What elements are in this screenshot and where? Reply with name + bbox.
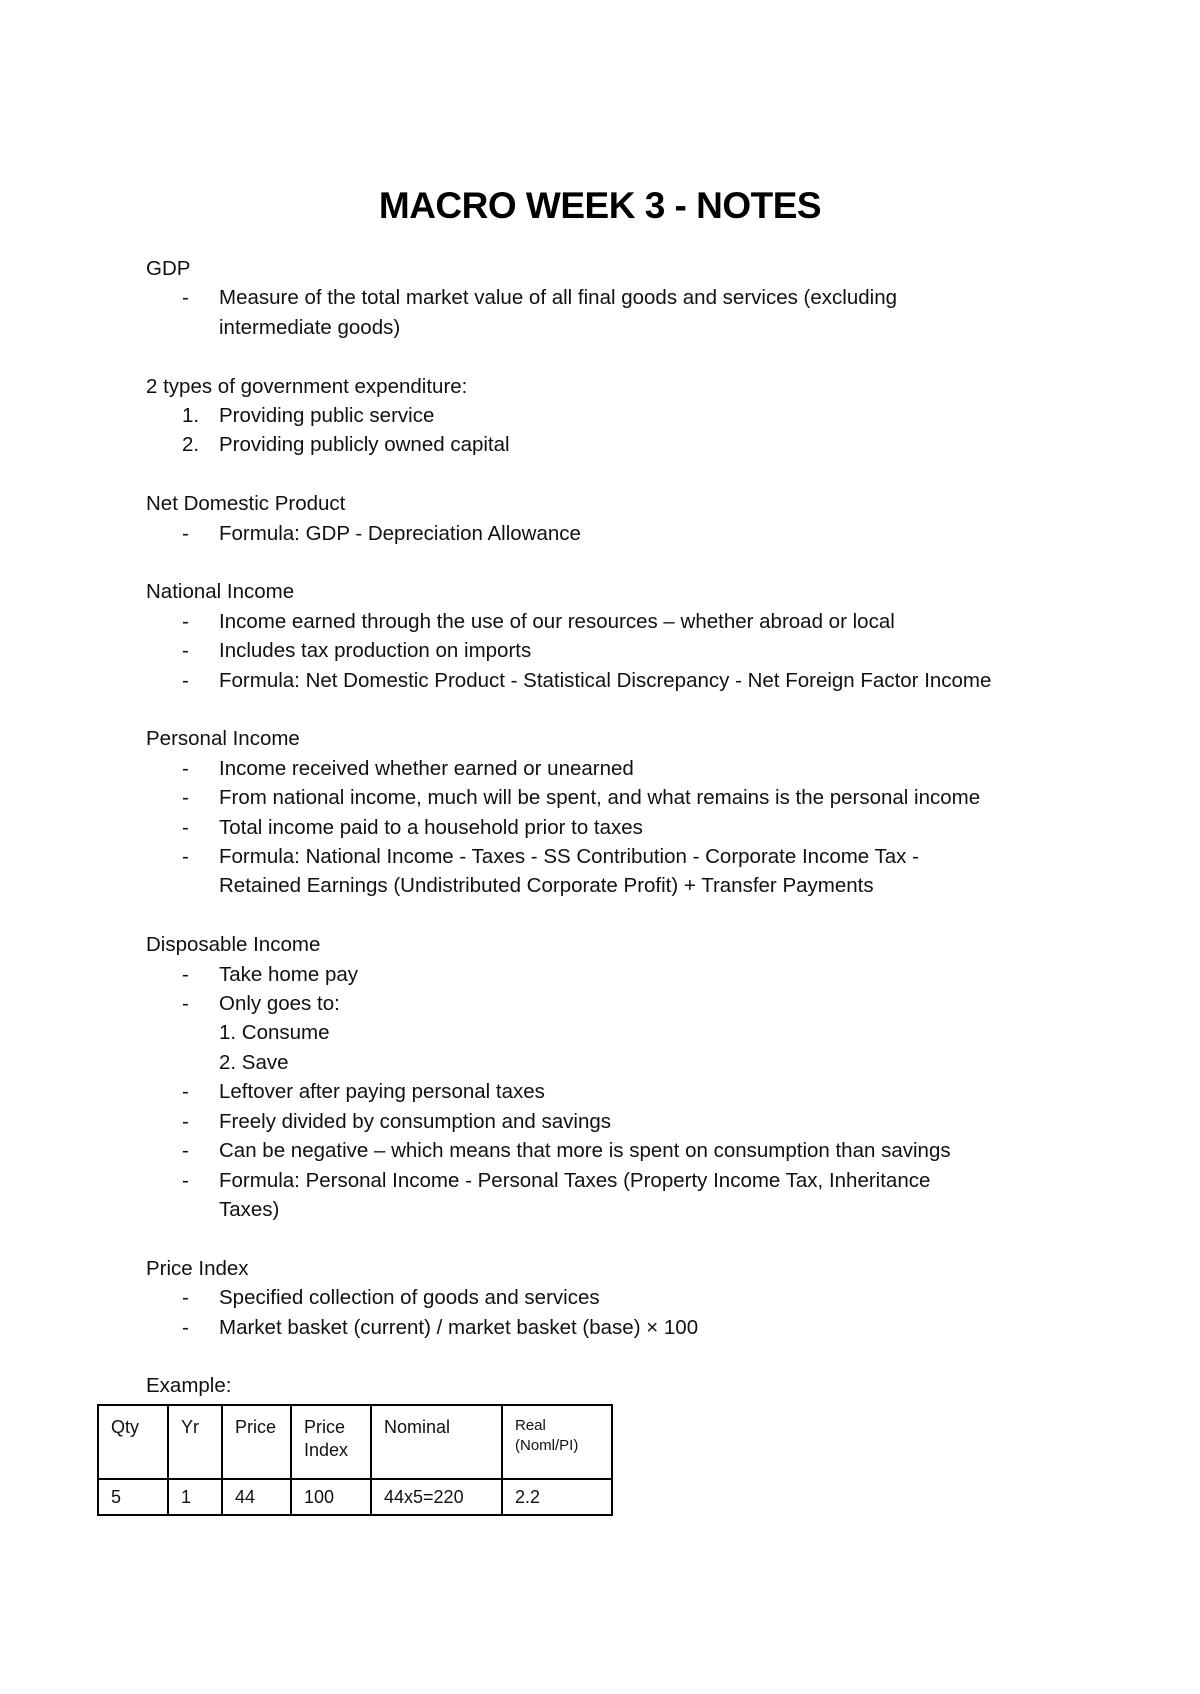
dash-marker: - xyxy=(182,786,189,810)
personal-income-heading: Personal Income xyxy=(146,727,300,751)
example-label: Example: xyxy=(146,1374,232,1398)
pi-item xyxy=(146,754,1086,783)
table-row xyxy=(98,1479,612,1515)
dash-marker: - xyxy=(182,639,189,663)
price-item xyxy=(146,1313,1086,1342)
table-cell: 44x5=220 xyxy=(371,1479,502,1515)
gdp-item xyxy=(146,283,1086,312)
pi-item xyxy=(146,842,1086,871)
disposable-income-heading: Disposable Income xyxy=(146,933,321,957)
dash-marker: - xyxy=(182,815,189,839)
pi-item xyxy=(146,783,1086,812)
ni-item xyxy=(146,607,1086,636)
table-cell: 44 xyxy=(222,1479,291,1515)
notes-body xyxy=(146,254,1086,1401)
pi-item-continued: Retained Earnings (Undistributed Corporate Profit) + Transfer Payments xyxy=(219,874,874,898)
di-item-text: Take home pay xyxy=(219,962,359,986)
di-item xyxy=(146,1136,1086,1165)
pi-item-text: Formula: National Income - Taxes - SS Contribution - Corporate Income Tax - xyxy=(219,845,919,869)
table-cell: 100 xyxy=(291,1479,371,1515)
header-line: Real xyxy=(515,1417,546,1434)
ni-item xyxy=(146,636,1086,665)
di-item xyxy=(146,1077,1086,1106)
header-line: Index xyxy=(304,1440,349,1460)
table-header-cell: Price xyxy=(222,1405,291,1479)
di-item-text: Formula: Personal Income - Personal Taxes (Property Income Tax, Inheritance xyxy=(219,1168,931,1192)
pi-item-text: From national income, much will be spent, and what remains is the personal income xyxy=(219,786,981,810)
di-item-text: Only goes to: xyxy=(219,992,340,1016)
ni-item-text: Income earned through the use of our resources – whether abroad or local xyxy=(219,609,895,633)
di-item-continued: Taxes) xyxy=(219,1197,280,1221)
number-marker: 1. xyxy=(182,404,200,428)
dash-marker: - xyxy=(182,992,189,1016)
dash-marker: - xyxy=(182,609,189,633)
dash-marker: - xyxy=(182,1168,189,1192)
pi-item-text: Income received whether earned or unearned xyxy=(219,756,634,780)
di-item xyxy=(146,1166,1086,1195)
header-line: Price xyxy=(304,1417,346,1437)
dash-marker: - xyxy=(182,1080,189,1104)
gov-item xyxy=(146,401,1086,430)
table-cell: 5 xyxy=(98,1479,168,1515)
pi-item xyxy=(146,813,1086,842)
gov-item-text: Providing public service xyxy=(219,404,435,428)
dash-marker: - xyxy=(182,962,189,986)
di-item-text: Leftover after paying personal taxes xyxy=(219,1080,545,1104)
national-income-heading: National Income xyxy=(146,580,295,604)
gov-expenditure-heading: 2 types of government expenditure: xyxy=(146,374,468,398)
table-header-cell xyxy=(291,1405,371,1479)
table-header-row xyxy=(98,1405,612,1479)
gov-item-text: Providing publicly owned capital xyxy=(219,433,510,457)
dash-marker: - xyxy=(182,1286,189,1310)
table-header-cell: Nominal xyxy=(371,1405,502,1479)
dash-marker: - xyxy=(182,1109,189,1133)
price-item-text: Specified collection of goods and services xyxy=(219,1286,600,1310)
table-cell: 1 xyxy=(168,1479,222,1515)
page-title: MACRO WEEK 3 - NOTES xyxy=(378,185,822,226)
price-item-text: Market basket (current) / market basket (base) × 100 xyxy=(219,1315,699,1339)
dash-marker: - xyxy=(182,845,189,869)
di-item xyxy=(146,989,1086,1018)
pi-item-text: Total income paid to a household prior to taxes xyxy=(219,815,643,839)
table-header-cell: Yr xyxy=(168,1405,222,1479)
table-header-cell xyxy=(502,1405,612,1479)
price-item xyxy=(146,1283,1086,1312)
dash-marker: - xyxy=(182,521,189,545)
ni-item xyxy=(146,666,1086,695)
dash-marker: - xyxy=(182,1139,189,1163)
gdp-heading: GDP xyxy=(146,257,191,280)
header-line: (Noml/PI) xyxy=(515,1437,579,1454)
ndp-item xyxy=(146,519,1086,548)
ndp-item-text: Formula: GDP - Depreciation Allowance xyxy=(219,521,581,545)
gov-item xyxy=(146,430,1086,459)
ndp-heading: Net Domestic Product xyxy=(146,492,346,516)
dash-marker: - xyxy=(182,1315,189,1339)
dash-marker: - xyxy=(182,286,189,310)
di-item-text: Can be negative – which means that more is spent on consumption than savings xyxy=(219,1139,951,1163)
number-marker: 2. xyxy=(182,433,200,457)
di-subitem: 2. Save xyxy=(219,1050,289,1074)
gdp-item-continued: intermediate goods) xyxy=(219,315,401,339)
di-item-text: Freely divided by consumption and savings xyxy=(219,1109,611,1133)
dash-marker: - xyxy=(182,756,189,780)
di-subitem: 1. Consume xyxy=(219,1021,330,1045)
table-cell: 2.2 xyxy=(502,1479,612,1515)
ni-item-text: Formula: Net Domestic Product - Statistical Discrepancy - Net Foreign Factor Income xyxy=(219,668,992,692)
example-table xyxy=(97,1404,613,1516)
di-item xyxy=(146,1107,1086,1136)
gdp-item-text: Measure of the total market value of all final goods and services (excluding xyxy=(219,286,898,310)
dash-marker: - xyxy=(182,668,189,692)
price-index-heading: Price Index xyxy=(146,1256,249,1280)
ni-item-text: Includes tax production on imports xyxy=(219,639,532,663)
di-item xyxy=(146,960,1086,989)
table-header-cell: Qty xyxy=(98,1405,168,1479)
